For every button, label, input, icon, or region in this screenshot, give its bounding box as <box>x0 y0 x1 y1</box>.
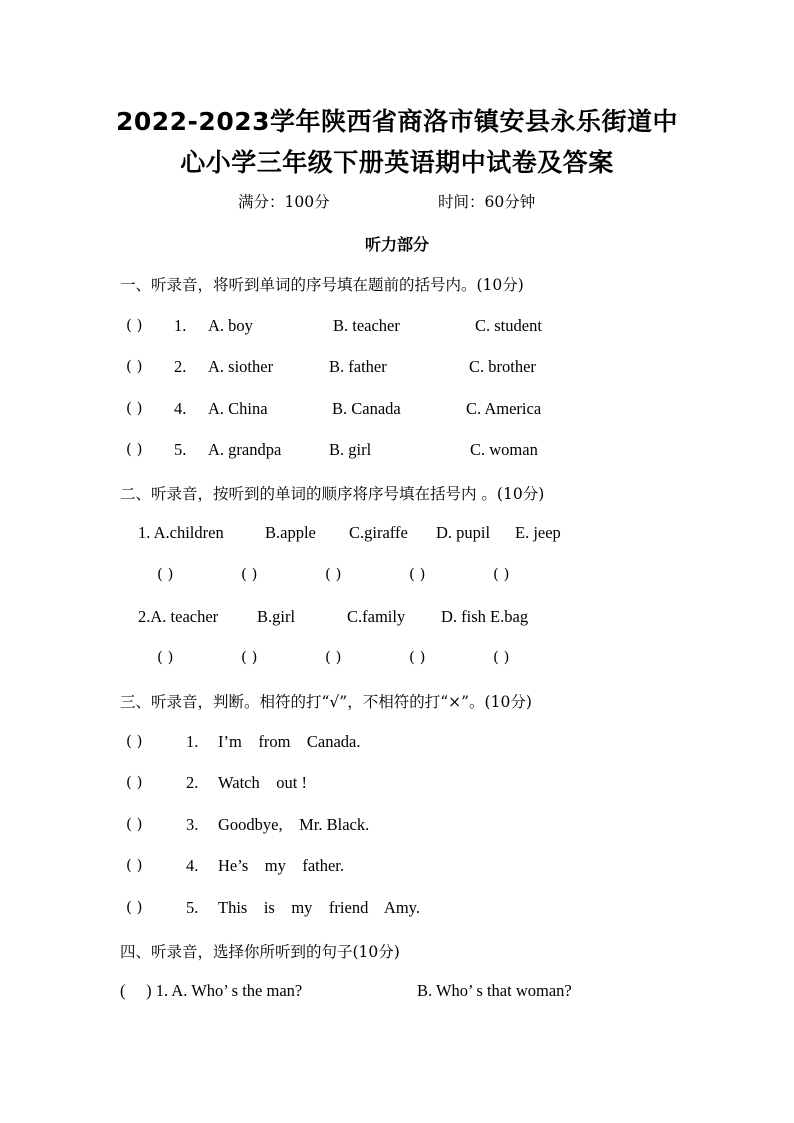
word-item: D. fish E.bag <box>441 607 529 626</box>
section-title: 听力部分 <box>364 235 429 254</box>
option-c: C. woman <box>470 440 538 459</box>
answer-blank[interactable]: ( ) <box>126 357 143 375</box>
option-b: B. teacher <box>333 316 400 335</box>
question-number: 5. <box>186 898 199 917</box>
exam-time: 时间：60分钟 <box>438 193 536 211</box>
answer-blank[interactable]: ( ) <box>126 773 143 791</box>
word-item: B.girl <box>257 607 296 626</box>
answer-blank[interactable]: ( ) <box>241 565 258 583</box>
answer-blank[interactable]: ( ) <box>157 648 174 666</box>
exam-title-line2: 心小学三年级下册英语期中试卷及答案 <box>180 148 614 177</box>
part4-heading: 四、听录音，选择你所听到的句子(10分) <box>120 943 400 961</box>
answer-blank[interactable]: ( ) <box>126 399 143 417</box>
full-score: 满分：100分 <box>238 193 330 211</box>
answer-blank[interactable]: ( ) <box>409 565 426 583</box>
option-a: A. boy <box>208 316 253 335</box>
answer-blank[interactable]: ( ) <box>493 648 510 666</box>
answer-blank[interactable]: ( ) <box>126 440 143 458</box>
option-c: C. brother <box>469 357 536 376</box>
answer-blank[interactable]: ( ) <box>409 648 426 666</box>
answer-blank[interactable]: ( ) <box>126 815 143 833</box>
part1-heading: 一、听录音，将听到单词的序号填在题前的括号内。(10分) <box>120 276 524 294</box>
option-a: A. siother <box>208 357 274 376</box>
word-item: C.giraffe <box>349 523 408 542</box>
option-b: B. girl <box>329 440 372 459</box>
word-item: 2.A. teacher <box>138 607 219 626</box>
word-item: E. jeep <box>515 523 561 542</box>
question-number: 3. <box>186 815 199 834</box>
answer-blank[interactable]: ( ) <box>157 565 174 583</box>
question-number: 4. <box>174 399 187 418</box>
answer-blank[interactable]: ( ) <box>325 648 342 666</box>
question-text: ( ) 1. A. Who’ s the man? <box>120 981 303 1000</box>
option-b: B. father <box>329 357 387 376</box>
question-number: 1. <box>174 316 187 335</box>
answer-blank[interactable]: ( ) <box>126 898 143 916</box>
sentence: He’s my father. <box>218 856 345 875</box>
part2-heading: 二、听录音，按听到的单词的顺序将序号填在括号内 。(10分) <box>120 485 545 503</box>
sentence: Watch out ! <box>218 773 307 792</box>
answer-blank[interactable]: ( ) <box>325 565 342 583</box>
answer-blank[interactable]: ( ) <box>241 648 258 666</box>
sentence: This is my friend Amy. <box>218 898 420 917</box>
word-item: C.family <box>347 607 406 626</box>
question-number: 2. <box>174 357 187 376</box>
answer-blank[interactable]: ( ) <box>493 565 510 583</box>
question-number: 2. <box>186 773 199 792</box>
sentence: I’m from Canada. <box>218 732 361 751</box>
answer-blank[interactable]: ( ) <box>126 732 143 750</box>
word-item: 1. A.children <box>138 523 224 542</box>
option-a: A. China <box>208 399 268 418</box>
option-c: C. America <box>466 399 542 418</box>
option-a: A. grandpa <box>208 440 282 459</box>
option-c: C. student <box>475 316 542 335</box>
answer-blank[interactable]: ( ) <box>126 856 143 874</box>
option-b: B. Who’ s that woman? <box>417 981 572 1000</box>
part3-heading: 三、听录音，判断。相符的打“√”，不相符的打“×”。(10分) <box>120 693 532 711</box>
word-item: B.apple <box>265 523 316 542</box>
question-number: 4. <box>186 856 199 875</box>
exam-title-line1: 2022-2023学年陕西省商洛市镇安县永乐街道中 <box>115 107 679 136</box>
question-number: 5. <box>174 440 187 459</box>
answer-blank[interactable]: ( ) <box>126 316 143 334</box>
question-number: 1. <box>186 732 199 751</box>
sentence: Goodbye, Mr. Black. <box>218 815 370 834</box>
option-b: B. Canada <box>332 399 401 418</box>
word-item: D. pupil <box>436 523 491 542</box>
